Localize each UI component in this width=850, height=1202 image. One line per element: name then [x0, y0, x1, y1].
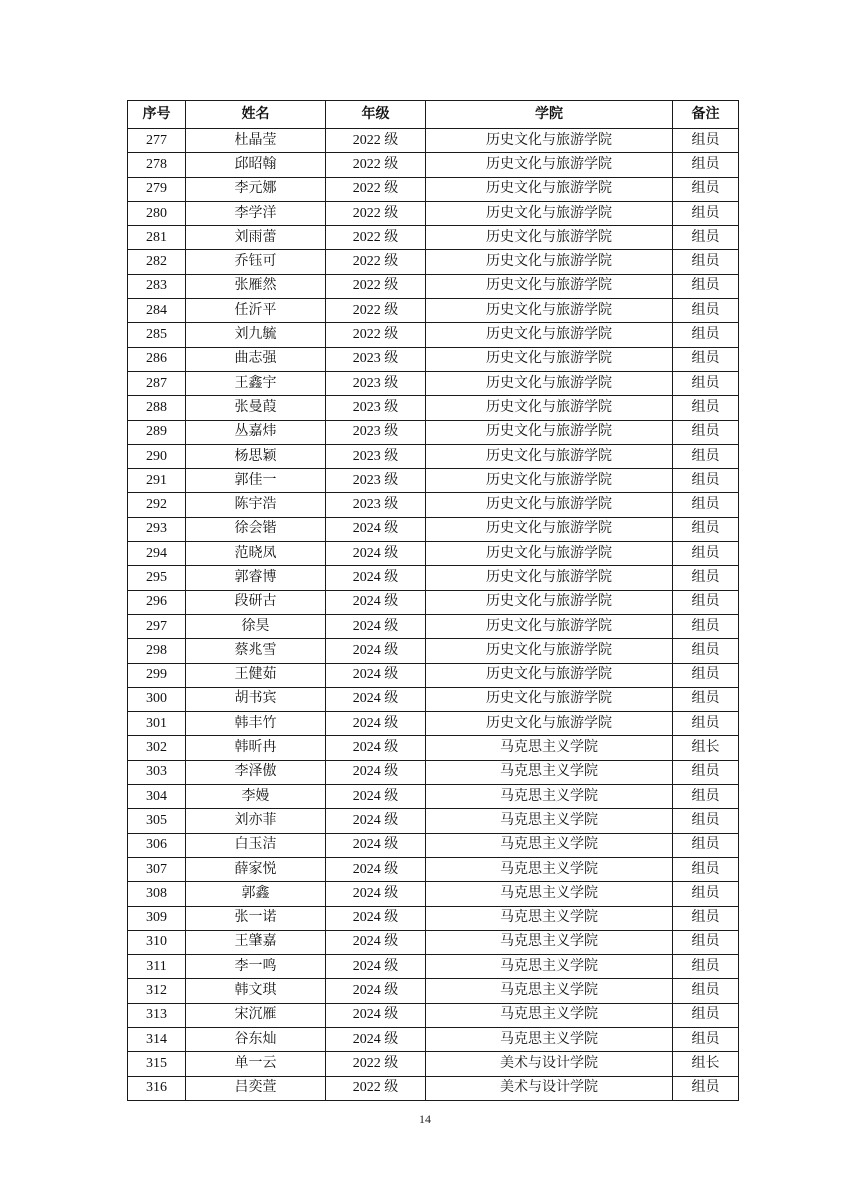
- cell-college: 历史文化与旅游学院: [426, 469, 673, 493]
- cell-no: 291: [128, 469, 186, 493]
- table-row: [128, 833, 739, 857]
- cell-grade: 2024 级: [326, 760, 426, 784]
- header-cell-name: 姓名: [186, 101, 326, 129]
- cell-grade: 2024 级: [326, 566, 426, 590]
- table-row: [128, 542, 739, 566]
- cell-college: 马克思主义学院: [426, 857, 673, 881]
- cell-name: 蔡兆雪: [186, 639, 326, 663]
- cell-name: 刘九毓: [186, 323, 326, 347]
- header-cell-grade: 年级: [326, 101, 426, 129]
- cell-note: 组员: [673, 177, 739, 201]
- cell-name: 陈宇浩: [186, 493, 326, 517]
- cell-note: 组员: [673, 785, 739, 809]
- table-row: [128, 712, 739, 736]
- cell-note: 组员: [673, 590, 739, 614]
- cell-no: 279: [128, 177, 186, 201]
- cell-no: 286: [128, 347, 186, 371]
- table-row: [128, 201, 739, 225]
- cell-note: 组员: [673, 299, 739, 323]
- cell-no: 292: [128, 493, 186, 517]
- cell-no: 288: [128, 396, 186, 420]
- cell-note: 组员: [673, 201, 739, 225]
- cell-grade: 2023 级: [326, 493, 426, 517]
- cell-college: 马克思主义学院: [426, 906, 673, 930]
- cell-name: 薛家悦: [186, 857, 326, 881]
- cell-note: 组员: [673, 760, 739, 784]
- table-row: [128, 955, 739, 979]
- cell-grade: 2024 级: [326, 736, 426, 760]
- cell-grade: 2024 级: [326, 785, 426, 809]
- cell-note: 组员: [673, 979, 739, 1003]
- cell-note: 组员: [673, 444, 739, 468]
- cell-grade: 2024 级: [326, 590, 426, 614]
- cell-grade: 2024 级: [326, 712, 426, 736]
- cell-note: 组员: [673, 809, 739, 833]
- cell-grade: 2022 级: [326, 1076, 426, 1100]
- cell-grade: 2022 级: [326, 177, 426, 201]
- cell-no: 285: [128, 323, 186, 347]
- cell-no: 310: [128, 930, 186, 954]
- cell-note: 组员: [673, 906, 739, 930]
- cell-grade: 2024 级: [326, 517, 426, 541]
- cell-name: 曲志强: [186, 347, 326, 371]
- cell-note: 组员: [673, 153, 739, 177]
- cell-no: 282: [128, 250, 186, 274]
- cell-no: 297: [128, 614, 186, 638]
- cell-name: 刘雨蕾: [186, 226, 326, 250]
- cell-name: 韩丰竹: [186, 712, 326, 736]
- cell-note: 组员: [673, 1076, 739, 1100]
- cell-name: 谷东灿: [186, 1027, 326, 1051]
- cell-note: 组员: [673, 882, 739, 906]
- header-cell-no: 序号: [128, 101, 186, 129]
- table-row: [128, 396, 739, 420]
- cell-no: 308: [128, 882, 186, 906]
- cell-note: 组员: [673, 542, 739, 566]
- cell-no: 309: [128, 906, 186, 930]
- cell-no: 304: [128, 785, 186, 809]
- cell-grade: 2022 级: [326, 153, 426, 177]
- cell-grade: 2024 级: [326, 1003, 426, 1027]
- cell-name: 王鑫宇: [186, 371, 326, 395]
- cell-grade: 2024 级: [326, 663, 426, 687]
- cell-no: 316: [128, 1076, 186, 1100]
- cell-name: 邱昭翰: [186, 153, 326, 177]
- cell-name: 李嫚: [186, 785, 326, 809]
- cell-name: 徐会锴: [186, 517, 326, 541]
- cell-name: 任沂平: [186, 299, 326, 323]
- cell-name: 吕奕萱: [186, 1076, 326, 1100]
- cell-grade: 2022 级: [326, 1052, 426, 1076]
- cell-college: 历史文化与旅游学院: [426, 201, 673, 225]
- cell-college: 历史文化与旅游学院: [426, 517, 673, 541]
- cell-note: 组员: [673, 274, 739, 298]
- cell-no: 305: [128, 809, 186, 833]
- table-row: [128, 1003, 739, 1027]
- cell-grade: 2024 级: [326, 979, 426, 1003]
- cell-name: 丛嘉炜: [186, 420, 326, 444]
- cell-note: 组员: [673, 930, 739, 954]
- table-row: [128, 1027, 739, 1051]
- cell-name: 李学洋: [186, 201, 326, 225]
- cell-grade: 2024 级: [326, 1027, 426, 1051]
- cell-note: 组员: [673, 955, 739, 979]
- cell-no: 287: [128, 371, 186, 395]
- cell-college: 历史文化与旅游学院: [426, 639, 673, 663]
- cell-note: 组员: [673, 712, 739, 736]
- cell-college: 历史文化与旅游学院: [426, 250, 673, 274]
- cell-grade: 2022 级: [326, 250, 426, 274]
- cell-no: 301: [128, 712, 186, 736]
- cell-grade: 2024 级: [326, 639, 426, 663]
- cell-grade: 2024 级: [326, 882, 426, 906]
- cell-note: 组员: [673, 469, 739, 493]
- cell-no: 290: [128, 444, 186, 468]
- cell-college: 历史文化与旅游学院: [426, 590, 673, 614]
- cell-name: 李一鸣: [186, 955, 326, 979]
- cell-college: 历史文化与旅游学院: [426, 274, 673, 298]
- cell-note: 组员: [673, 639, 739, 663]
- table-row: [128, 736, 739, 760]
- cell-no: 277: [128, 129, 186, 153]
- table-row: [128, 177, 739, 201]
- cell-college: 马克思主义学院: [426, 833, 673, 857]
- cell-no: 281: [128, 226, 186, 250]
- cell-no: 314: [128, 1027, 186, 1051]
- cell-college: 历史文化与旅游学院: [426, 444, 673, 468]
- cell-name: 王肇嘉: [186, 930, 326, 954]
- cell-college: 马克思主义学院: [426, 955, 673, 979]
- table-row: [128, 590, 739, 614]
- cell-college: 马克思主义学院: [426, 930, 673, 954]
- cell-name: 郭鑫: [186, 882, 326, 906]
- cell-name: 范晓凤: [186, 542, 326, 566]
- table-row: [128, 153, 739, 177]
- table-row: [128, 809, 739, 833]
- cell-college: 历史文化与旅游学院: [426, 153, 673, 177]
- cell-name: 段研古: [186, 590, 326, 614]
- cell-college: 马克思主义学院: [426, 882, 673, 906]
- cell-college: 历史文化与旅游学院: [426, 420, 673, 444]
- cell-no: 312: [128, 979, 186, 1003]
- cell-name: 韩昕冉: [186, 736, 326, 760]
- cell-college: 马克思主义学院: [426, 979, 673, 1003]
- cell-name: 张一诺: [186, 906, 326, 930]
- cell-note: 组员: [673, 371, 739, 395]
- cell-grade: 2022 级: [326, 129, 426, 153]
- table-body: [128, 129, 739, 1101]
- cell-college: 历史文化与旅游学院: [426, 226, 673, 250]
- cell-name: 王健茹: [186, 663, 326, 687]
- cell-college: 历史文化与旅游学院: [426, 663, 673, 687]
- cell-name: 郭睿博: [186, 566, 326, 590]
- cell-college: 马克思主义学院: [426, 1003, 673, 1027]
- cell-note: 组员: [673, 663, 739, 687]
- cell-college: 美术与设计学院: [426, 1076, 673, 1100]
- table-row: [128, 371, 739, 395]
- header-cell-note: 备注: [673, 101, 739, 129]
- cell-note: 组员: [673, 566, 739, 590]
- cell-note: 组员: [673, 396, 739, 420]
- cell-grade: 2022 级: [326, 226, 426, 250]
- cell-college: 马克思主义学院: [426, 1027, 673, 1051]
- cell-college: 历史文化与旅游学院: [426, 614, 673, 638]
- cell-college: 马克思主义学院: [426, 785, 673, 809]
- table-row: [128, 469, 739, 493]
- cell-grade: 2023 级: [326, 347, 426, 371]
- cell-no: 307: [128, 857, 186, 881]
- cell-college: 马克思主义学院: [426, 736, 673, 760]
- table-row: [128, 274, 739, 298]
- cell-no: 311: [128, 955, 186, 979]
- cell-grade: 2024 级: [326, 955, 426, 979]
- cell-no: 295: [128, 566, 186, 590]
- cell-no: 293: [128, 517, 186, 541]
- cell-no: 303: [128, 760, 186, 784]
- table-row: [128, 687, 739, 711]
- cell-college: 美术与设计学院: [426, 1052, 673, 1076]
- cell-note: 组员: [673, 250, 739, 274]
- cell-no: 278: [128, 153, 186, 177]
- table-row: [128, 785, 739, 809]
- cell-note: 组长: [673, 1052, 739, 1076]
- table-row: [128, 639, 739, 663]
- table-row: [128, 444, 739, 468]
- table-row: [128, 930, 739, 954]
- cell-grade: 2024 级: [326, 857, 426, 881]
- cell-no: 280: [128, 201, 186, 225]
- cell-college: 历史文化与旅游学院: [426, 129, 673, 153]
- cell-name: 单一云: [186, 1052, 326, 1076]
- cell-no: 298: [128, 639, 186, 663]
- cell-note: 组长: [673, 736, 739, 760]
- cell-name: 白玉洁: [186, 833, 326, 857]
- cell-no: 313: [128, 1003, 186, 1027]
- table-row: [128, 857, 739, 881]
- cell-grade: 2024 级: [326, 687, 426, 711]
- table-row: [128, 517, 739, 541]
- cell-no: 300: [128, 687, 186, 711]
- table-row: [128, 420, 739, 444]
- roster-table: [127, 100, 739, 1101]
- cell-college: 历史文化与旅游学院: [426, 177, 673, 201]
- cell-name: 胡书宾: [186, 687, 326, 711]
- cell-note: 组员: [673, 517, 739, 541]
- cell-college: 历史文化与旅游学院: [426, 712, 673, 736]
- cell-grade: 2024 级: [326, 542, 426, 566]
- cell-note: 组员: [673, 226, 739, 250]
- cell-college: 马克思主义学院: [426, 760, 673, 784]
- cell-no: 289: [128, 420, 186, 444]
- table-row: [128, 614, 739, 638]
- table-row: [128, 1076, 739, 1100]
- table-row: [128, 906, 739, 930]
- table-row: [128, 979, 739, 1003]
- table-row: [128, 323, 739, 347]
- cell-college: 历史文化与旅游学院: [426, 566, 673, 590]
- cell-name: 张雁然: [186, 274, 326, 298]
- cell-note: 组员: [673, 1003, 739, 1027]
- cell-note: 组员: [673, 323, 739, 347]
- cell-grade: 2022 级: [326, 323, 426, 347]
- cell-grade: 2024 级: [326, 833, 426, 857]
- cell-note: 组员: [673, 687, 739, 711]
- cell-note: 组员: [673, 857, 739, 881]
- cell-grade: 2022 级: [326, 201, 426, 225]
- cell-name: 乔钰可: [186, 250, 326, 274]
- header-cell-college: 学院: [426, 101, 673, 129]
- table-row: [128, 226, 739, 250]
- cell-college: 历史文化与旅游学院: [426, 493, 673, 517]
- table-header: [128, 101, 739, 129]
- cell-name: 徐昊: [186, 614, 326, 638]
- table-row: [128, 250, 739, 274]
- table-row: [128, 663, 739, 687]
- table-row: [128, 129, 739, 153]
- cell-grade: 2024 级: [326, 930, 426, 954]
- cell-no: 283: [128, 274, 186, 298]
- cell-grade: 2024 级: [326, 809, 426, 833]
- cell-no: 294: [128, 542, 186, 566]
- cell-grade: 2023 级: [326, 420, 426, 444]
- cell-no: 302: [128, 736, 186, 760]
- cell-name: 宋沉雁: [186, 1003, 326, 1027]
- cell-no: 296: [128, 590, 186, 614]
- cell-grade: 2023 级: [326, 371, 426, 395]
- table-row: [128, 347, 739, 371]
- cell-name: 郭佳一: [186, 469, 326, 493]
- table-row: [128, 566, 739, 590]
- cell-grade: 2022 级: [326, 274, 426, 298]
- cell-note: 组员: [673, 420, 739, 444]
- table-row: [128, 760, 739, 784]
- cell-name: 韩文琪: [186, 979, 326, 1003]
- cell-college: 历史文化与旅游学院: [426, 299, 673, 323]
- cell-grade: 2023 级: [326, 469, 426, 493]
- cell-college: 历史文化与旅游学院: [426, 371, 673, 395]
- header-row: [128, 101, 739, 129]
- cell-name: 杜晶莹: [186, 129, 326, 153]
- cell-name: 张曼葭: [186, 396, 326, 420]
- cell-note: 组员: [673, 493, 739, 517]
- cell-grade: 2024 级: [326, 906, 426, 930]
- cell-grade: 2023 级: [326, 444, 426, 468]
- cell-college: 历史文化与旅游学院: [426, 347, 673, 371]
- cell-college: 历史文化与旅游学院: [426, 687, 673, 711]
- table-row: [128, 1052, 739, 1076]
- cell-note: 组员: [673, 129, 739, 153]
- cell-no: 306: [128, 833, 186, 857]
- cell-note: 组员: [673, 1027, 739, 1051]
- cell-college: 历史文化与旅游学院: [426, 542, 673, 566]
- cell-college: 历史文化与旅游学院: [426, 323, 673, 347]
- cell-grade: 2024 级: [326, 614, 426, 638]
- cell-name: 杨思颖: [186, 444, 326, 468]
- cell-no: 284: [128, 299, 186, 323]
- cell-note: 组员: [673, 614, 739, 638]
- cell-college: 历史文化与旅游学院: [426, 396, 673, 420]
- table-row: [128, 882, 739, 906]
- table-row: [128, 299, 739, 323]
- cell-grade: 2023 级: [326, 396, 426, 420]
- cell-college: 马克思主义学院: [426, 809, 673, 833]
- cell-no: 299: [128, 663, 186, 687]
- cell-note: 组员: [673, 833, 739, 857]
- cell-name: 李元娜: [186, 177, 326, 201]
- cell-note: 组员: [673, 347, 739, 371]
- cell-name: 李泽傲: [186, 760, 326, 784]
- cell-grade: 2022 级: [326, 299, 426, 323]
- page-number: 14: [419, 1112, 431, 1126]
- cell-name: 刘亦菲: [186, 809, 326, 833]
- cell-no: 315: [128, 1052, 186, 1076]
- table-row: [128, 493, 739, 517]
